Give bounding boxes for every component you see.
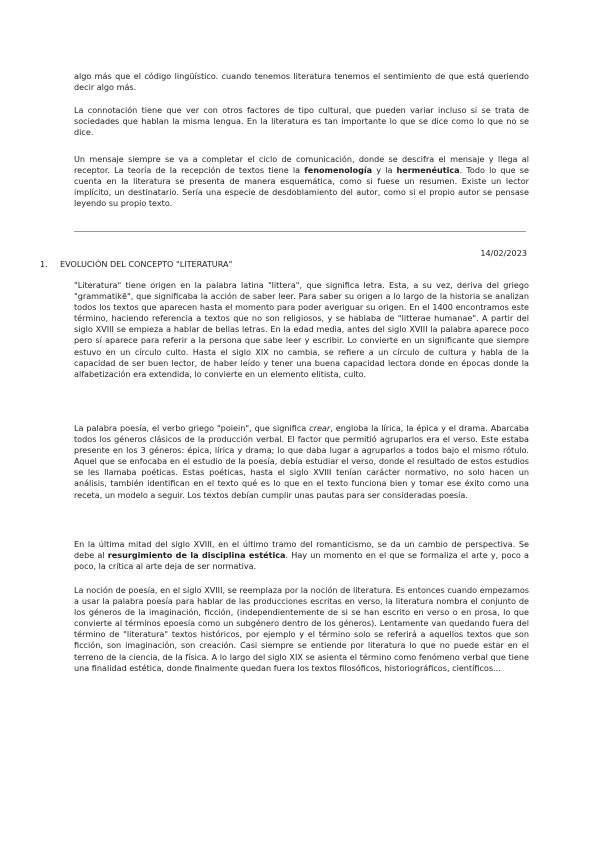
body-paragraph-1 <box>74 280 529 380</box>
body-paragraph-2-text-b: , engloba la lírica, la épica y el drama. Abarcaba todos los géneros clásicos de la producción verbal. El factor que permitió agruparlos era el verso. Este estaba presente en los 3 géneros: épica, lírica y drama; lo que daba lugar a agruparlos a todos bajo el mismo rótulo. Aquel que se enfocaba en el estudio de la poesía, debía estudiar el verso, donde el resultado de estos estudios se les llamaba poéticas. Estas poéticas, hasta el siglo XVIII tenían carácter normativo, no solo hacen un análisis, también identifican en el texto qué es lo que en el texto funciona bien y tomar ese éxito como una receta, un modelo a seguir. Los textos debían cumplir unas pautas para ser consideradas poesía. <box>74 423 529 500</box>
intro-paragraph-3-text-c: y la <box>372 165 397 176</box>
section-number: 1. <box>40 259 48 269</box>
intro-paragraph-1-text: algo más que el código lingüístico. cuando tenemos literatura tenemos el sentimiento de que está queriendo decir algo más. <box>74 71 529 93</box>
intro-paragraph-2 <box>74 105 529 138</box>
section-title: EVOLUCIÓN DEL CONCEPTO "LITERATURA" <box>60 259 233 269</box>
intro-paragraph-1 <box>74 71 529 93</box>
body-paragraph-3 <box>74 539 529 572</box>
hermeneutica-term: hermenéutica <box>396 165 460 176</box>
intro-paragraph-2-text: La connotación tiene que ver con otros factores de tipo cultural, que pueden variar incluso si se trata de sociedades que hablan la misma lengua. En la literatura es tan importante lo que se dice como lo que no se dice. <box>74 105 529 138</box>
body-paragraph-3-text-a: En la última mitad del siglo XVIII, en el último tramo del romanticismo, se da un cambio de perspectiva. Se debe al <box>74 539 529 561</box>
intro-paragraph-3 <box>74 154 529 209</box>
fenomenologia-term: fenomenología <box>304 165 373 176</box>
body-paragraph-4-text: La noción de poesía, en el siglo XVIII, se reemplaza por la noción de literatura. Es entonces cuando empezamos a usar la palabra poesía para hablar de las producciones escritas en verso, la literatura nombra el conjunto de los géneros de la imaginación, ficción, (independientemente de si se han escrito en verso o en prosa, lo que convierte al términos epoesía como un subgénero dentro de los géneros). Lentamente van quedando fuera del término de "literatura" textos históricos, por ejemplo y el término solo se referirá a aquellos textos que son ficción, son imaginación, son creación. Casi siempre se entiende por literatura lo que no puede estar en el terreno de la ciencia, de la física. A lo largo del siglo XIX se asienta el término como fenómeno verbal que tiene una finalidad estética, donde finalmente quedan fuera los textos filosóficos, historiográficos, científicos... <box>74 585 529 673</box>
resurgimiento-term: resurgimiento de la disciplina estética <box>107 550 286 561</box>
intro-paragraph-3-text-a: Un mensaje siempre se va a completar el ciclo de comunicación, donde se descifra el mensaje y llega al receptor. La teoría de la recepción de textos tiene la <box>74 154 529 176</box>
body-paragraph-3-text-c: . Hay un momento en el que se formaliza el arte y, poco a poco, la crítica al arte deja de ser normativa. <box>74 550 529 572</box>
body-paragraph-1-text: "Literatura" tiene origen en la palabra latina "littera", que significa letra. Esta, a su vez, deriva del griego "grammatikē", que significaba la acción de saber leer. Para saber su origen a lo largo de la historia se analizan todos los textos que aparecen hasta el momento para poder averiguar su origen. En el 1400 encontramos este término, haciendo referencia a textos que no son religiosos, y se hablaba de "litterae humanae". A partir del siglo XVIII se empieza a hablar de bellas letras. En la edad media, antes del siglo XVIII la palabra aparece poco pero sí aparece para referir a la persona que sabe leer y escribir. Lo convierte en un significante que siempre estuvo en un círculo culto. Hasta el siglo XIX no cambia, se refiere a un círculo de cultura y habla de la capacidad de ser buen lector, de haber leído y tener una buena capacidad lectora donde en épocas donde la alfabetización era extendida, lo convierte en un elemento elitista, culto. <box>74 280 529 379</box>
date-label: 14/02/2023 <box>480 248 527 258</box>
section-heading <box>40 259 232 270</box>
section-divider <box>74 231 526 232</box>
crear-term: crear <box>309 423 331 433</box>
intro-paragraph-3-text-d: . Todo lo que se cuenta en la literatura se presenta de manera esquemática, como si fuese un resumen. Existe un lector implícito, un destinatario. Sería una especie de desdoblamiento del autor, como si el propio autor se pensase leyendo su propio texto. <box>74 165 529 209</box>
body-paragraph-4 <box>74 585 529 674</box>
body-paragraph-2 <box>74 423 529 501</box>
body-paragraph-2-text-a: La palabra poesía, el verbo griego "poiein", que significa <box>74 423 310 433</box>
